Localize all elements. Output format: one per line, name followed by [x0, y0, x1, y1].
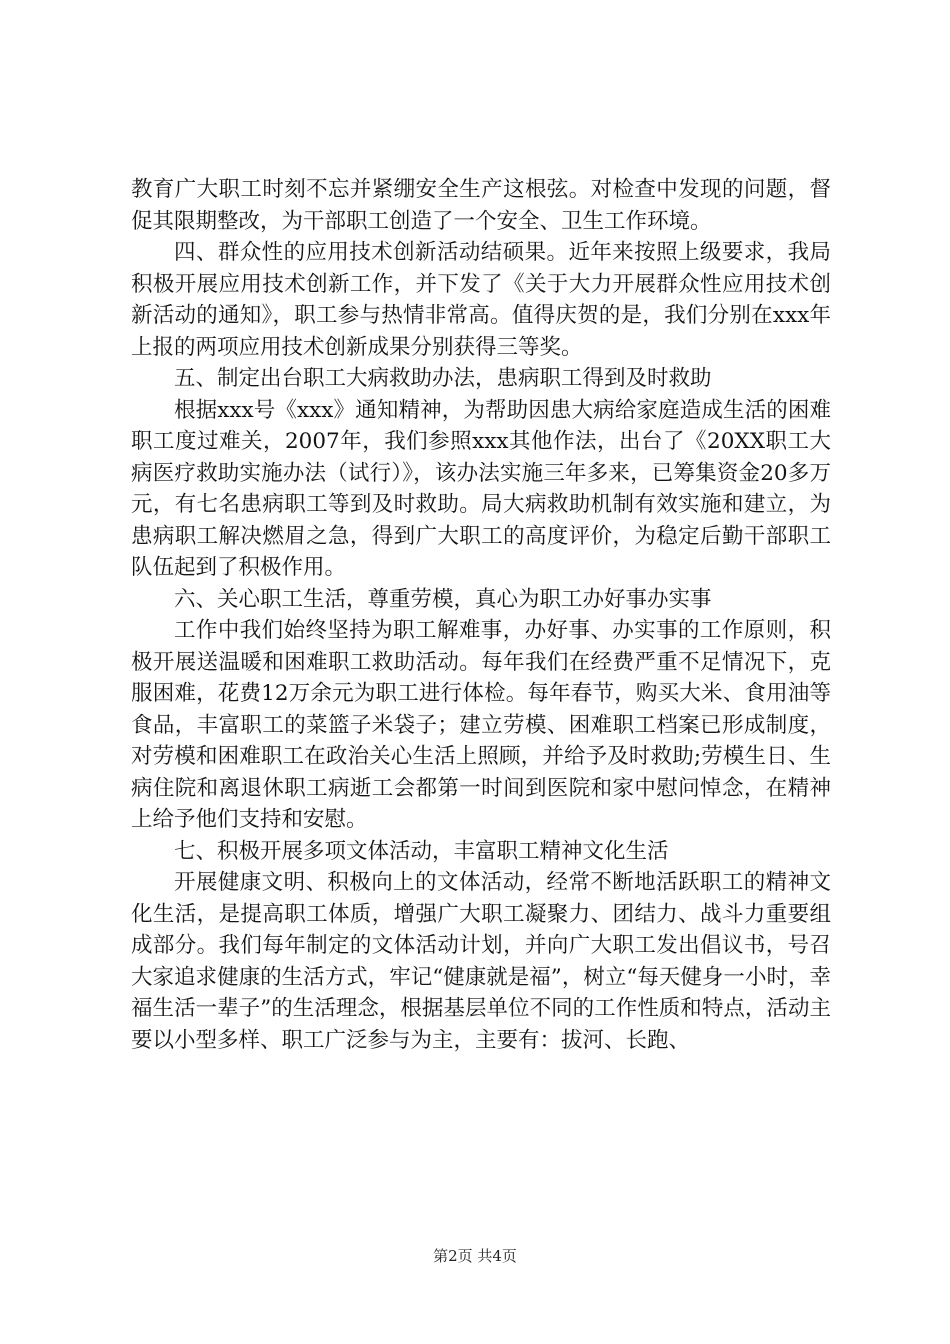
section-heading-6: 六、关心职工生活，尊重劳模，真心为职工办好事办实事	[174, 586, 712, 612]
paragraph-5: 开展健康文明、积极向上的文体活动，经常不断地活跃职工的精神文化生活，是提高职工体质，增强广大职工凝聚力、团结力、战斗力重要组成部分。我们每年制定的文体活动计划，并向广大职工发出倡议书，号召大家追求健康的生活方式，牢记“健康就是福”，树立“每天健身一小时，幸福生活一辈子”的生活理念，根据基层单位不同的工作性质和特点，活动主要以小型多样、职工广泛参与为主，主要有：拔河、长跑、	[131, 870, 831, 1053]
paragraph-3: 根据xxx号《xxx》通知精神，为帮助因患大病给家庭造成生活的困难职工度过难关，2007年，我们参照xxx其他作法，出台了《20XX职工大病医疗救助实施办法（试行）》，该办法实施三年多来，已筹集资金20多万元，有七名患病职工等到及时救助。局大病救助机制有效实施和建立，为患病职工解决燃眉之急，得到广大职工的高度评价，为稳定后勤干部职工队伍起到了积极作用。	[131, 397, 831, 580]
document-body	[131, 174, 831, 1056]
paragraph-4: 工作中我们始终坚持为职工解难事，办好事、办实事的工作原则，积极开展送温暖和困难职工救助活动。每年我们在经费严重不足情况下，克服困难，花费12万余元为职工进行体检。每年春节，购买大米、食用油等食品，丰富职工的菜篮子米袋子；建立劳模、困难职工档案已形成制度，对劳模和困难职工在政治关心生活上照顾，并给予及时救助;劳模生日、生病住院和离退休职工病逝工会都第一时间到医院和家中慰问悼念，在精神上给予他们支持和安慰。	[131, 618, 831, 832]
section-heading-7: 七、积极开展多项文体活动，丰富职工精神文化生活	[174, 838, 669, 864]
page-footer: 第2页 共4页	[433, 1247, 517, 1265]
paragraph-1: 教育广大职工时刻不忘并紧绷安全生产这根弦。对检查中发现的问题，督促其限期整改，为干部职工创造了一个安全、卫生工作环境。	[131, 177, 831, 234]
section-heading-5: 五、制定出台职工大病救助办法，患病职工得到及时救助	[174, 366, 712, 391]
paragraph-2: 四、群众性的应用技术创新活动结硕果。近年来按照上级要求，我局积极开展应用技术创新工作，并下发了《关于大力开展群众性应用技术创新活动的通知》，职工参与热情非常高。值得庆贺的是，我们分别在xxx年上报的两项应用技术创新成果分别获得三等奖。	[131, 240, 831, 360]
